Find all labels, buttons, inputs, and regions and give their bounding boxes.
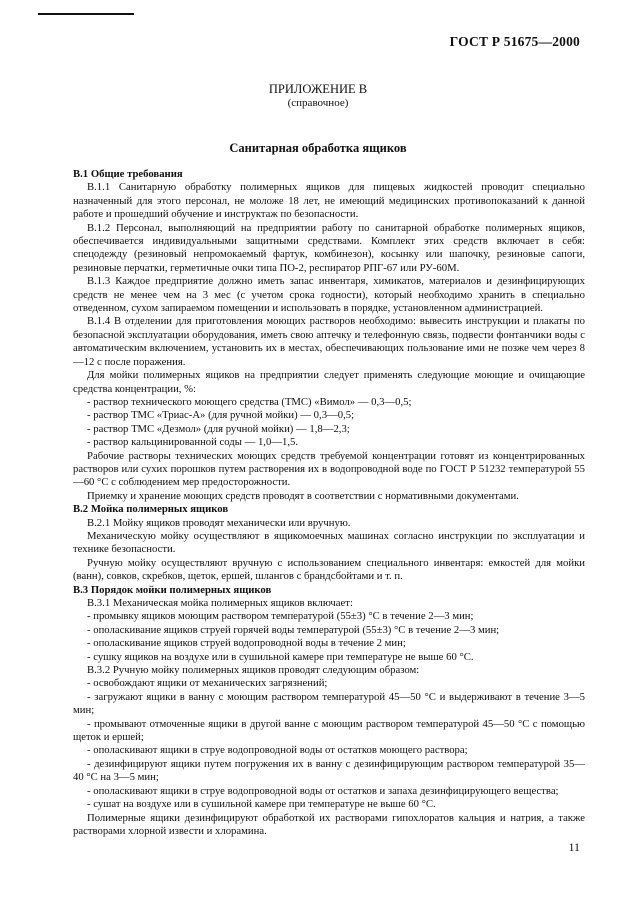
paragraph: Полимерные ящики дезинфицируют обработкой их растворами гипохлоратов кальция и натрия, а также растворами хлорной извести и хлорамина. (73, 811, 585, 837)
mechanical-wash-steps (73, 610, 585, 664)
list-item: - загружают ящики в ванну с моющим раствором температурой 45—50 °С и выдерживают в течение 3—5 мин; (73, 690, 585, 717)
manual-wash-steps (73, 677, 585, 811)
list-item: - ополаскивают ящики в струе водопроводной воды от остатков и запаха дезинфицирующего вещества; (87, 784, 559, 797)
paragraph: В.1.3 Каждое предприятие должно иметь запас инвентаря, химикатов, материалов и дезинфицирующих средств не менее чем на 3 мес (с учетом срока годности), который необходимо хранить в специально отведенном, сухом запираемом помещении и использовать в порядке, установленном администрацией. (73, 275, 585, 315)
section-heading: В.2 Мойка полимерных ящиков (73, 503, 229, 516)
list-item: - ополаскивание ящиков струей водопроводной воды в течение 2 мин; (87, 637, 406, 650)
paragraph: Механическую мойку осуществляют в ящикомоечных машинах согласно инструкции по эксплуатации и технике безопасности. (73, 529, 585, 556)
document-body (73, 168, 585, 838)
page-number: 11 (568, 840, 580, 854)
list-item: - ополаскивают ящики в струе водопроводной воды от остатков моющего раствора; (87, 744, 468, 757)
list-item: - раствор технического моющего средства (ТМС) «Вимол» — 0,3—0,5; (87, 395, 412, 408)
list-item: - раствор ТМС «Триас-А» (для ручной мойки) — 0,3—0,5; (87, 409, 355, 422)
top-rule (38, 13, 134, 15)
appendix-title: ПРИЛОЖЕНИЕ В (268, 82, 368, 96)
standard-number: ГОСТ Р 51675—2000 (449, 34, 580, 49)
section-heading: В.3 Порядок мойки полимерных ящиков (73, 583, 272, 596)
paragraph: В.2.1 Мойку ящиков проводят механически или вручную. (87, 516, 351, 529)
list-item: - промывают отмоченные ящики в другой ванне с моющим раствором температурой 45—50 °С с помощью щеток и ершей; (73, 717, 585, 744)
list-item: - освобождают ящики от механических загрязнений; (87, 677, 328, 690)
paragraph: Рабочие растворы технических моющих средств требуемой концентрации готовят из концентрированных растворов или сухих порошков путем растворения их в водопроводной воде по ГОСТ Р 51232 температурой 55—60 °С с соблюдением мер предосторожности. (73, 449, 585, 489)
paragraph: В.1.4 В отделении для приготовления моющих растворов необходимо: вывесить инструкции и плакаты по безопасной эксплуатации оборудования, иметь свою аптечку и телефонную связь, подвести фонтанчики воды с автоматическим включением, установить их в местах, обеспечивающих пользование ими не позже чем через 8—12 с после поражения. (73, 315, 585, 368)
appendix-note: (справочное) (287, 97, 349, 109)
list-item: - ополаскивание ящиков струей горячей воды температурой (55±3) °С в течение 2—3 мин; (87, 623, 500, 636)
list-item: - промывку ящиков моющим раствором температурой (55±3) °С в течение 2—3 мин; (87, 610, 474, 623)
paragraph: Приемку и хранение моющих средств проводят в соответствии с нормативными документами. (87, 489, 519, 502)
paragraph: В.1.1 Санитарную обработку полимерных ящиков для пищевых жидкостей проводит специально назначенный для этого персонал, не моложе 18 лет, не имеющий медицинских противопоказаний к данной работе и прошедший обучение и инструктаж по безопасности. (73, 181, 585, 221)
paragraph: Для мойки полимерных ящиков на предприятии следует применять следующие моющие и очищающие средства концентрации, %: (73, 369, 585, 395)
list-item: - раствор кальцинированной соды — 1,0—1,5. (87, 436, 299, 449)
paragraph: В.1.2 Персонал, выполняющий на предприятии работу по санитарной обработке полимерных ящиков, обеспечивается индивидуальными защитными средствами. Комплект этих средств включает в себя: спецодежду (резиновый непромокаемый фартук, комбинезон), косынку или шапочку, резиновые сапоги, резиновые перчатки, герметичные очки типа ПО-2, респиратор РПГ-67 или РУ-60М. (73, 221, 585, 274)
detergent-list (73, 396, 585, 450)
document-title: Санитарная обработка ящиков (229, 141, 407, 155)
list-item: - раствор ТМС «Дезмол» (для ручной мойки) — 1,8—2,3; (87, 422, 350, 435)
section-heading: В.1 Общие требования (73, 168, 183, 180)
list-item: - сушат на воздухе или в сушильной камере при температуре не выше 60 °С. (87, 798, 436, 811)
list-item: - сушку ящиков на воздухе или в сушильной камере при температуре не выше 60 °С. (87, 650, 474, 663)
paragraph: В.3.2 Ручную мойку полимерных ящиков проводят следующим образом: (87, 664, 420, 677)
paragraph: Ручную мойку осуществляют вручную с использованием специального инвентаря: емкостей для мойки (ванн), совков, скребков, щеток, ершей, шлангов с брандсбойтами и т. п. (73, 556, 585, 583)
paragraph: В.3.1 Механическая мойка полимерных ящиков включает: (87, 597, 353, 609)
list-item: - дезинфицируют ящики путем погружения их в ванну с дезинфицирующим раствором температурой 35—40 °С на 3—5 мин; (73, 757, 585, 784)
